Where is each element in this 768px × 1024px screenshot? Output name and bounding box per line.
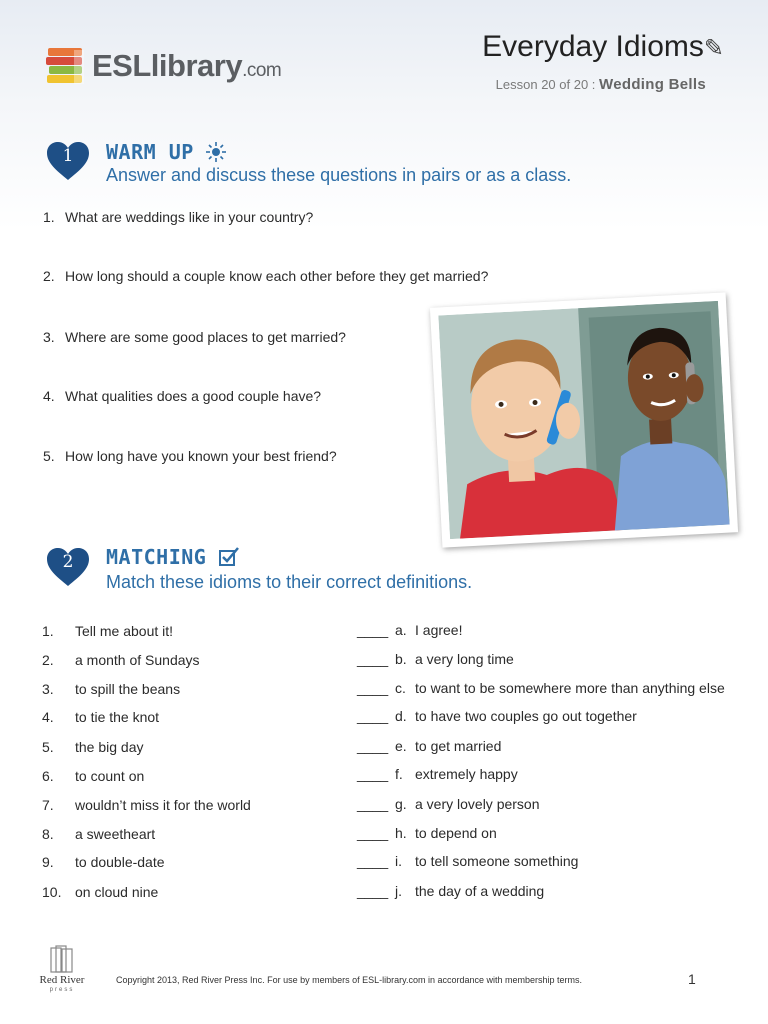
warmup-question: 2. How long should a couple know each other before they get married? — [43, 268, 489, 284]
answer-blank[interactable]: ____ — [357, 708, 389, 724]
warmup-question: 1. What are weddings like in your country? — [43, 209, 314, 225]
section-1-name — [106, 140, 226, 164]
illustration-image — [438, 301, 729, 539]
red-river-press-logo — [34, 944, 90, 996]
logo-main-text: ESLlibrary — [92, 48, 243, 83]
logo-wordmark — [92, 48, 281, 84]
lesson-name: Wedding Bells — [599, 76, 706, 93]
warmup-question: 4. What qualities does a good couple have? — [43, 388, 322, 404]
section-1-number: 1 — [62, 146, 74, 166]
section-1-heart-badge — [46, 141, 90, 181]
lesson-info — [496, 76, 706, 93]
books-logo-icon — [44, 44, 88, 88]
answer-blank[interactable]: ____ — [357, 622, 389, 638]
checkbox-check-icon — [219, 547, 239, 567]
logo-suffix-text: .com — [242, 60, 282, 81]
answer-blank[interactable]: ____ — [357, 651, 389, 667]
esl-library-logo[interactable] — [44, 44, 284, 90]
answer-blank[interactable]: ____ — [357, 738, 389, 754]
publisher-name: Red River — [39, 974, 85, 986]
section-2-number: 2 — [62, 552, 74, 572]
answer-blank[interactable]: ____ — [357, 766, 389, 782]
section-1-instruction: Answer and discuss these questions in pairs or as a class. — [106, 165, 572, 185]
section-2-heart-badge — [46, 547, 90, 587]
lesson-label: Lesson 20 of 20 : — [495, 77, 596, 92]
copyright-text: Copyright 2013, Red River Press Inc. For use by members of ESL-library.com in accordance with membership terms. — [116, 975, 583, 985]
page-title-text: Everyday Idioms — [482, 30, 704, 63]
page-title — [482, 30, 724, 64]
section-2-name — [106, 545, 239, 569]
books-stack-icon — [34, 944, 90, 974]
publisher-sub: press — [49, 987, 75, 993]
warmup-question: 3. Where are some good places to get married? — [43, 329, 346, 345]
answer-blank[interactable]: ____ — [357, 680, 389, 696]
sun-icon — [206, 142, 226, 162]
illustration-two-men-on-phones — [430, 292, 738, 547]
pencil-icon: ✎ — [703, 35, 724, 62]
warmup-question: 5. How long have you known your best friend? — [43, 448, 337, 464]
warm-up-label: WARM UP — [106, 140, 194, 164]
page-number: 1 — [688, 971, 696, 987]
answer-blank[interactable]: ____ — [357, 883, 389, 899]
matching-label: MATCHING — [106, 545, 207, 569]
answer-blank[interactable]: ____ — [357, 825, 389, 841]
section-2-instruction: Match these idioms to their correct definitions. — [106, 572, 473, 592]
answer-blank[interactable]: ____ — [357, 796, 389, 812]
answer-blank[interactable]: ____ — [357, 853, 389, 869]
